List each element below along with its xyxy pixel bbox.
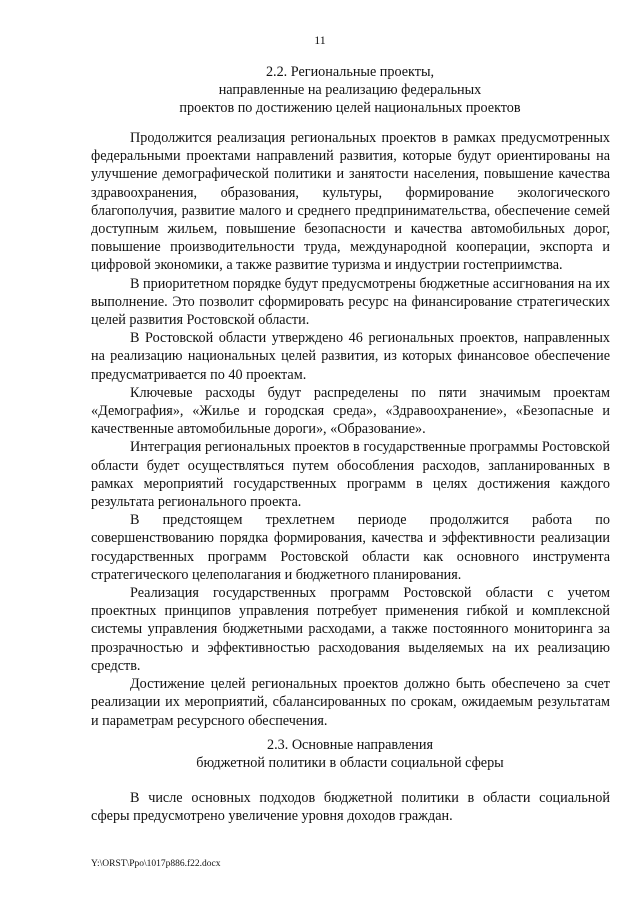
section-heading-2-2 <box>90 63 610 118</box>
paragraph: В предстоящем трехлетнем периоде продолжится работа по совершенствованию порядка формирования, качества и эффективности реализации государственных программ Ростовской области как основного инструмента стратегического целеполагания и бюджетного планирования. <box>91 512 610 583</box>
heading-line: 2.3. Основные направления <box>266 737 433 753</box>
heading-line: проектов по достижению целей национальных проектов <box>179 100 521 117</box>
paragraph: Ключевые расходы будут распределены по пяти значимым проектам «Демография», «Жилье и городская среда», «Здравоохранение», «Безопасные и качественные автомобильные дороги», «Образование». <box>91 384 610 438</box>
paragraph: Реализация государственных программ Ростовской области с учетом проектных принципов управления потребует применения гибкой и комплексной системы управления бюджетными расходами, а также постоянного мониторинга за прозрачностью и эффективностью расходования выделяемых на их реализацию средств. <box>91 585 610 674</box>
heading-line: 2.2. Региональные проекты, <box>265 64 435 80</box>
paragraph: Продолжится реализация региональных проектов в рамках предусмотренных федеральными проектами направлений развития, которые будут ориентированы на улучшение демографической политики и занятости населения, повышение качества здравоохранения, образования, культуры, формирование экологического благополучия, развитие малого и среднего предпринимательства, обеспечение семей доступным жильем, повышение безопасности и качества автомобильных дорог, повышение производительности труда, международной кооперации, экспорта и цифровой экономики, а также развитие туризма и индустрии гостеприимства. <box>91 130 610 274</box>
paragraph: Интеграция региональных проектов в государственные программы Ростовской области будет осуществляться путем обособления расходов, запланированных в рамках мероприятий государственных программ в целях достижения каждого результата регионального проекта. <box>91 439 610 511</box>
paragraph: В Ростовской области утверждено 46 региональных проектов, направленных на реализацию национальных целей развития, из которых финансовое обеспечение предусматривается по 40 проектам. <box>91 330 610 383</box>
footer-file-path: Y:\ORST\Ppo\1017p886.f22.docx <box>91 859 221 869</box>
paragraph: В приоритетном порядке будут предусмотрены бюджетные ассигнования на их выполнение. Это позволит сформировать ресурс на финансирование стратегических целей развития Ростовской области. <box>91 275 610 329</box>
section-2-2-body <box>91 129 610 730</box>
page-number: 11 <box>314 33 326 47</box>
paragraph: Достижение целей региональных проектов должно быть обеспечено за счет реализации их мероприятий, сбалансированных по срокам, ожидаемым результатам и параметрам ресурсного обеспечения. <box>91 676 610 729</box>
section-2-3-body <box>91 789 610 825</box>
paragraph: В числе основных подходов бюджетной политики в области социальной сферы предусмотрено увеличение уровня доходов граждан. <box>91 790 610 825</box>
section-heading-2-3 <box>90 736 610 772</box>
heading-line: направленные на реализацию федеральных <box>218 82 482 99</box>
heading-line: бюджетной политики в области социальной сферы <box>196 755 504 772</box>
